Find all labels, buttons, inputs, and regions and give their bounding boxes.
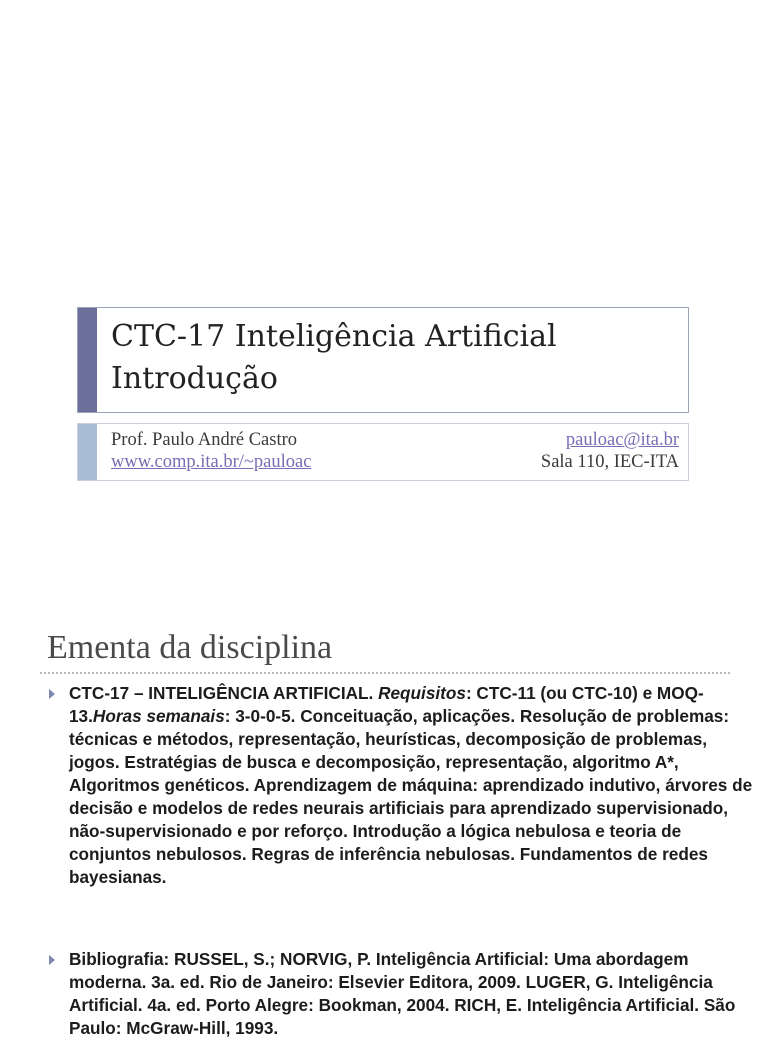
slide-title bbox=[111, 316, 557, 400]
section-heading: Ementa da disciplina bbox=[47, 629, 333, 666]
weekly-hours-label: Horas semanais bbox=[92, 706, 225, 726]
email-link[interactable]: pauloac@ita.br bbox=[565, 430, 679, 450]
bibliography-text: Bibliografia: RUSSEL, S.; NORVIG, P. Inteligência Artificial: Uma abordagem moderna. 3a. ed. Rio de Janeiro: Elsevier Editora, 2009. LUGER, G. Inteligência Artificial. 4a. ed. Porto Alegre: Bookman, 2004. RICH, E. Inteligência Artificial. São Paulo: McGraw-Hill, 1993. bbox=[69, 949, 736, 1038]
room-location: Sala 110, IEC-ITA bbox=[540, 452, 679, 472]
info-right-column bbox=[541, 429, 679, 473]
title-accent-bar bbox=[78, 308, 97, 412]
course-syllabus-text: : 3-0-0-5. Conceituação, aplicações. Resolução de problemas: técnicas e métodos, representação, heurísticas, decomposição de problemas, jogos. Estratégias de busca e decomposição, representação, algoritmo A*, Algoritmos genéticos. Aprendizagem de máquina: aprendizado indutivo, árvores de decisão e modelos de redes neurais artificiais para aprendizado supervisionado, não-supervisionado e por reforço. Introdução a lógica nebulosa e teoria de conjuntos nebulosos. Regras de inferência nebulosas. Fundamentos de redes bayesianas. bbox=[69, 706, 753, 887]
title-box bbox=[77, 307, 689, 413]
triangle-bullet-icon bbox=[47, 954, 59, 966]
triangle-bullet-icon bbox=[47, 688, 59, 700]
requisites-text: : CTC-11 (ou CTC-10) e MOQ-13. bbox=[69, 683, 704, 726]
requisites-label: Requisitos bbox=[378, 683, 466, 703]
title-line-subtitle: Introdução bbox=[111, 361, 278, 396]
author-name: Prof. Paulo André Castro bbox=[111, 430, 298, 450]
website-link[interactable]: www.comp.ita.br/~pauloac bbox=[111, 452, 312, 472]
author-info-box bbox=[77, 423, 689, 481]
course-code: CTC-17 – INTELIGÊNCIA ARTIFICIAL. bbox=[69, 683, 379, 703]
course-description bbox=[69, 682, 755, 889]
info-accent-bar bbox=[78, 424, 97, 480]
info-left-column bbox=[111, 429, 311, 473]
title-line-course: CTC-17 Inteligência Artificial bbox=[111, 319, 557, 354]
section-divider bbox=[40, 672, 730, 674]
